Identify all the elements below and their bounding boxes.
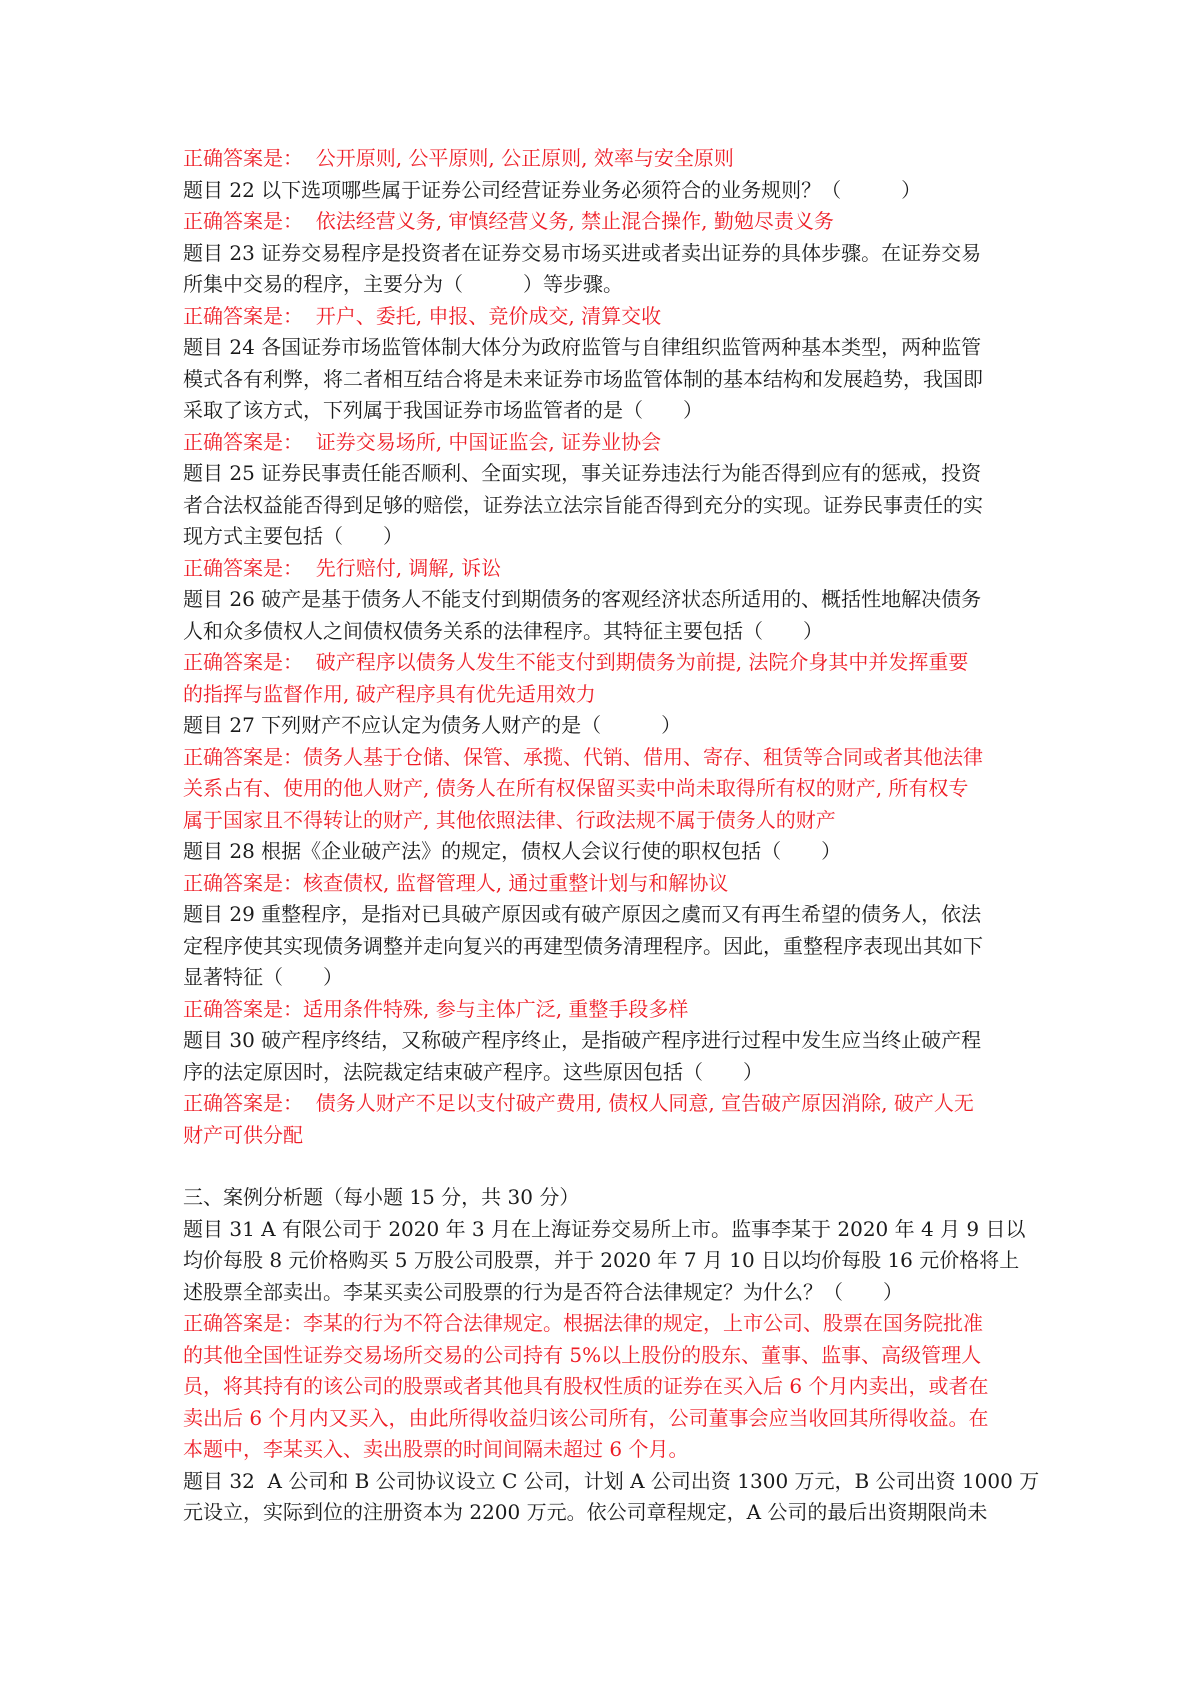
question-text: 者合法权益能否得到足够的赔偿，证券法立法宗旨能否得到充分的实现。证券民事责任的实 bbox=[183, 492, 983, 517]
question-block-24 bbox=[183, 332, 1021, 458]
answer-text: 正确答案是： 依法经营义务, 审慎经营义务, 禁止混合操作, 勤勉尽责义务 bbox=[183, 209, 834, 233]
question-text: 定程序使其实现债务调整并走向复兴的再建型债务清理程序。因此，重整程序表现出其如下 bbox=[183, 933, 983, 958]
section-heading-block bbox=[183, 1182, 1021, 1214]
answer-text: 正确答案是： 债务人财产不足以支付破产费用, 债权人同意, 宣告破产原因消除, 破产人无 bbox=[183, 1091, 974, 1115]
question-text: 人和众多债权人之间债权债务关系的法律程序。其特征主要包括（ ） bbox=[183, 618, 823, 643]
question-text: 所集中交易的程序，主要分为（ ）等步骤。 bbox=[183, 272, 623, 296]
question-text: 题目 32 A 公司和 B 公司协议设立 C 公司，计划 A 公司出资 1300 万元，B 公司出资 1000 万 bbox=[183, 1468, 1040, 1493]
question-text: 题目 29 重整程序，是指对已具破产原因或有破产原因之虞而又有再生希望的债务人，依法 bbox=[183, 902, 982, 926]
question-block-23 bbox=[183, 238, 1021, 333]
question-text: 题目 28 根据《企业破产法》的规定，债权人会议行使的职权包括（ ） bbox=[183, 839, 842, 863]
question-text: 题目 26 破产是基于债务人不能支付到期债务的客观经济状态所适用的、概括性地解决债务 bbox=[183, 587, 982, 611]
question-text: 述股票全部卖出。李某买卖公司股票的行为是否符合法律规定？为什么？（ ） bbox=[183, 1279, 903, 1304]
answer-text: 本题中，李某买入、卖出股票的时间间隔未超过 6 个月。 bbox=[183, 1437, 689, 1461]
blank-line bbox=[183, 1151, 1021, 1182]
answer-text: 属于国家且不得转让的财产, 其他依照法律、行政法规不属于债务人的财产 bbox=[183, 807, 836, 832]
question-block-26 bbox=[183, 584, 1021, 710]
question-text: 显著特征（ ） bbox=[183, 965, 343, 989]
question-block-25 bbox=[183, 458, 1021, 584]
answer-text: 正确答案是：核查债权, 监督管理人, 通过重整计划与和解协议 bbox=[183, 870, 729, 895]
answer-text: 正确答案是：适用条件特殊, 参与主体广泛, 重整手段多样 bbox=[183, 996, 689, 1021]
question-block-22 bbox=[183, 175, 1021, 238]
question-text: 题目 30 破产程序终结，又称破产程序终止，是指破产程序进行过程中发生应当终止破产程 bbox=[183, 1028, 982, 1052]
answer-text: 卖出后 6 个月内又买入，由此所得收益归该公司所有，公司董事会应当收回其所得收益。在 bbox=[183, 1405, 989, 1430]
question-text: 元设立，实际到位的注册资本为 2200 万元。依公司章程规定，A 公司的最后出资期限尚未 bbox=[183, 1500, 988, 1524]
question-text: 均价每股 8 元价格购买 5 万股公司股票，并于 2020 年 7 月 10 日以均价每股 16 元价格将上 bbox=[183, 1248, 1020, 1272]
question-text: 题目 31 A 有限公司于 2020 年 3 月在上海证券交易所上市。监事李某于 2020 年 4 月 9 日以 bbox=[183, 1216, 1026, 1241]
question-text: 序的法定原因时，法院裁定结束破产程序。这些原因包括（ ） bbox=[183, 1059, 763, 1084]
question-block-31 bbox=[183, 1214, 1026, 1466]
question-block-29 bbox=[183, 899, 1021, 1025]
answer-text: 的其他全国性证券交易场所交易的公司持有 5%以上股份的股东、董事、监事、高级管理人 bbox=[183, 1342, 982, 1367]
question-text: 题目 24 各国证券市场监管体制大体分为政府监管与自律组织监管两种基本类型，两种监管 bbox=[183, 335, 982, 359]
answer-text: 正确答案是： 开户、委托, 申报、竞价成交, 清算交收 bbox=[183, 303, 662, 328]
answer-text: 的指挥与监督作用, 破产程序具有优先适用效力 bbox=[183, 681, 596, 706]
question-block-27 bbox=[183, 710, 1021, 836]
answer-text: 关系占有、使用的他人财产, 债务人在所有权保留买卖中尚未取得所有权的财产, 所有权专 bbox=[183, 776, 969, 800]
answer-text: 正确答案是： 先行赔付, 调解, 诉讼 bbox=[183, 555, 502, 580]
question-text: 现方式主要包括（ ） bbox=[183, 524, 403, 548]
question-text: 模式各有利弊，将二者相互结合将是未来证券市场监管体制的基本结构和发展趋势，我国即 bbox=[183, 366, 983, 391]
question-text: 题目 23 证券交易程序是投资者在证券交易市场买进或者卖出证券的具体步骤。在证券交易 bbox=[183, 240, 982, 265]
answer-text: 正确答案是：债务人基于仓储、保管、承揽、代销、借用、寄存、租赁等合同或者其他法律 bbox=[183, 744, 983, 769]
answer-text: 正确答案是：李某的行为不符合法律规定。根据法律的规定，上市公司、股票在国务院批准 bbox=[183, 1311, 983, 1335]
question-block-28 bbox=[183, 836, 1021, 899]
question-text: 题目 25 证券民事责任能否顺利、全面实现，事关证券违法行为能否得到应有的惩戒，投资 bbox=[183, 461, 982, 485]
section-heading: 三、案例分析题（每小题 15 分，共 30 分） bbox=[183, 1185, 580, 1209]
question-text: 题目 27 下列财产不应认定为债务人财产的是（ ） bbox=[183, 713, 682, 737]
question-text: 采取了该方式，下列属于我国证券市场监管者的是（ ） bbox=[183, 398, 703, 422]
answer-text: 正确答案是： 公开原则, 公平原则, 公正原则, 效率与安全原则 bbox=[183, 146, 734, 170]
question-block-30 bbox=[183, 1025, 1021, 1151]
question-block-32 bbox=[183, 1466, 1040, 1529]
question-text: 题目 22 以下选项哪些属于证券公司经营证券业务必须符合的业务规则？（ ） bbox=[183, 177, 922, 202]
document-page bbox=[183, 143, 1040, 1529]
answer-text: 财产可供分配 bbox=[183, 1122, 303, 1147]
answer-text: 正确答案是： 破产程序以债务人发生不能支付到期债务为前提, 法院介身其中并发挥重要 bbox=[183, 650, 969, 674]
answer-text: 员，将其持有的该公司的股票或者其他具有股权性质的证券在买入后 6 个月内卖出，或者在 bbox=[183, 1374, 989, 1398]
answer-block-21 bbox=[183, 143, 1021, 175]
answer-text: 正确答案是： 证券交易场所, 中国证监会, 证券业协会 bbox=[183, 429, 662, 454]
